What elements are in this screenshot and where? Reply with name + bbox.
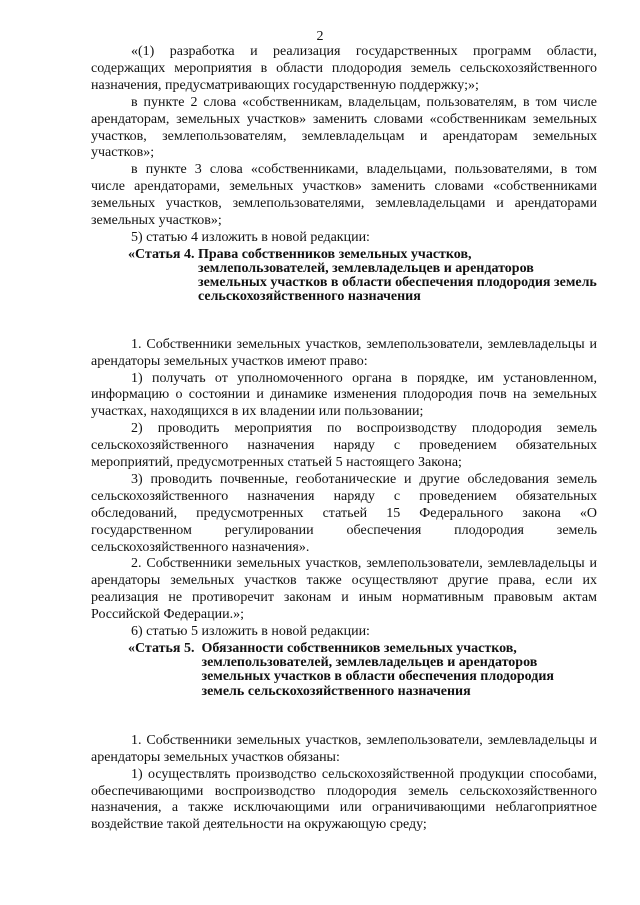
paragraph: «(1) разработка и реализация государственных программ области, содержащих мероприятия в области плодородия земель сельскохозяйственного назначения, предусматривающих государственную поддержку;»; bbox=[91, 44, 597, 93]
paragraph: в пункте 2 слова «собственникам, владельцам, пользователям, в том числе арендаторам, земельных участков» заменить словами «собственникам земельных участков, землепользователям, землевладельцам и арендаторам земельных участков»; bbox=[91, 94, 597, 161]
paragraph: 1) осуществлять производство сельскохозяйственной продукции способами, обеспечивающими воспроизводство плодородия земель сельскохозяйственного назначения, а также исключающими или ограничивающими неблагоприятное воздействие такой деятельности на окружающую среду; bbox=[91, 766, 597, 833]
article-5-number: «Статья 5. bbox=[128, 641, 202, 656]
paragraph: в пункте 3 слова «собственниками, владельцами, пользователями, в том числе арендаторами, земельных участков» заменить словами «собственниками земельных участков, землепользователями, землевладельцами и арендаторами земельных участков»; bbox=[91, 162, 597, 229]
paragraph: 1. Собственники земельных участков, землепользователи, землевладельцы и арендаторы земельных участков имеют право: bbox=[91, 336, 597, 369]
paragraph: 3) проводить почвенные, геоботанические и другие обследования земель сельскохозяйственного назначения наряду с проведением обязательных обследований, предусмотренных статьей 15 Федерального закона «О государственном регулировании обеспечения плодородия земель сельскохозяйственного назначения». bbox=[91, 471, 597, 555]
article-5-heading bbox=[91, 642, 597, 699]
paragraph: 5) статью 4 изложить в новой редакции: bbox=[131, 229, 370, 245]
page-number: 2 bbox=[316, 29, 324, 44]
article-4-number: «Статья 4. bbox=[128, 246, 198, 262]
article-4-heading bbox=[91, 248, 597, 305]
article-4-title: Права собственников земельных участков, землепользователей, землевладельцев и арендаторов земельных участков в области обеспечения плодородия земель сельскохозяйственного назначения bbox=[197, 246, 597, 305]
paragraph: 2) проводить мероприятия по воспроизводству плодородия земель сельскохозяйственного назначения наряду с проведением обязательных мероприятий, предусмотренных статьей 5 настоящего Закона; bbox=[91, 421, 597, 471]
paragraph: 1) получать от уполномоченного органа в порядке, им установленном, информацию о состоянии и динамике изменения плодородия почв на земельных участках, находящихся в их владении или пользовании; bbox=[91, 370, 597, 420]
paragraph: 6) статью 5 изложить в новой редакции: bbox=[131, 624, 370, 640]
article-5-title: Обязанности собственников земельных участков, землепользователей, землевладельцев и арендаторов земельных участков в области обеспечения плодородия земель сельскохозяйственного назначения bbox=[201, 641, 554, 699]
spacer bbox=[91, 699, 597, 733]
spacer bbox=[91, 305, 597, 337]
paragraph: 2. Собственники земельных участков, землепользователи, землевладельцы и арендаторы земельных участков также осуществляют другие права, если их реализация не противоречит законам и иным нормативным правовым актам Российской Федерации.»; bbox=[91, 556, 597, 623]
document-body bbox=[91, 44, 597, 834]
paragraph: 1. Собственники земельных участков, землепользователи, землевладельцы и арендаторы земельных участков обязаны: bbox=[91, 732, 597, 765]
